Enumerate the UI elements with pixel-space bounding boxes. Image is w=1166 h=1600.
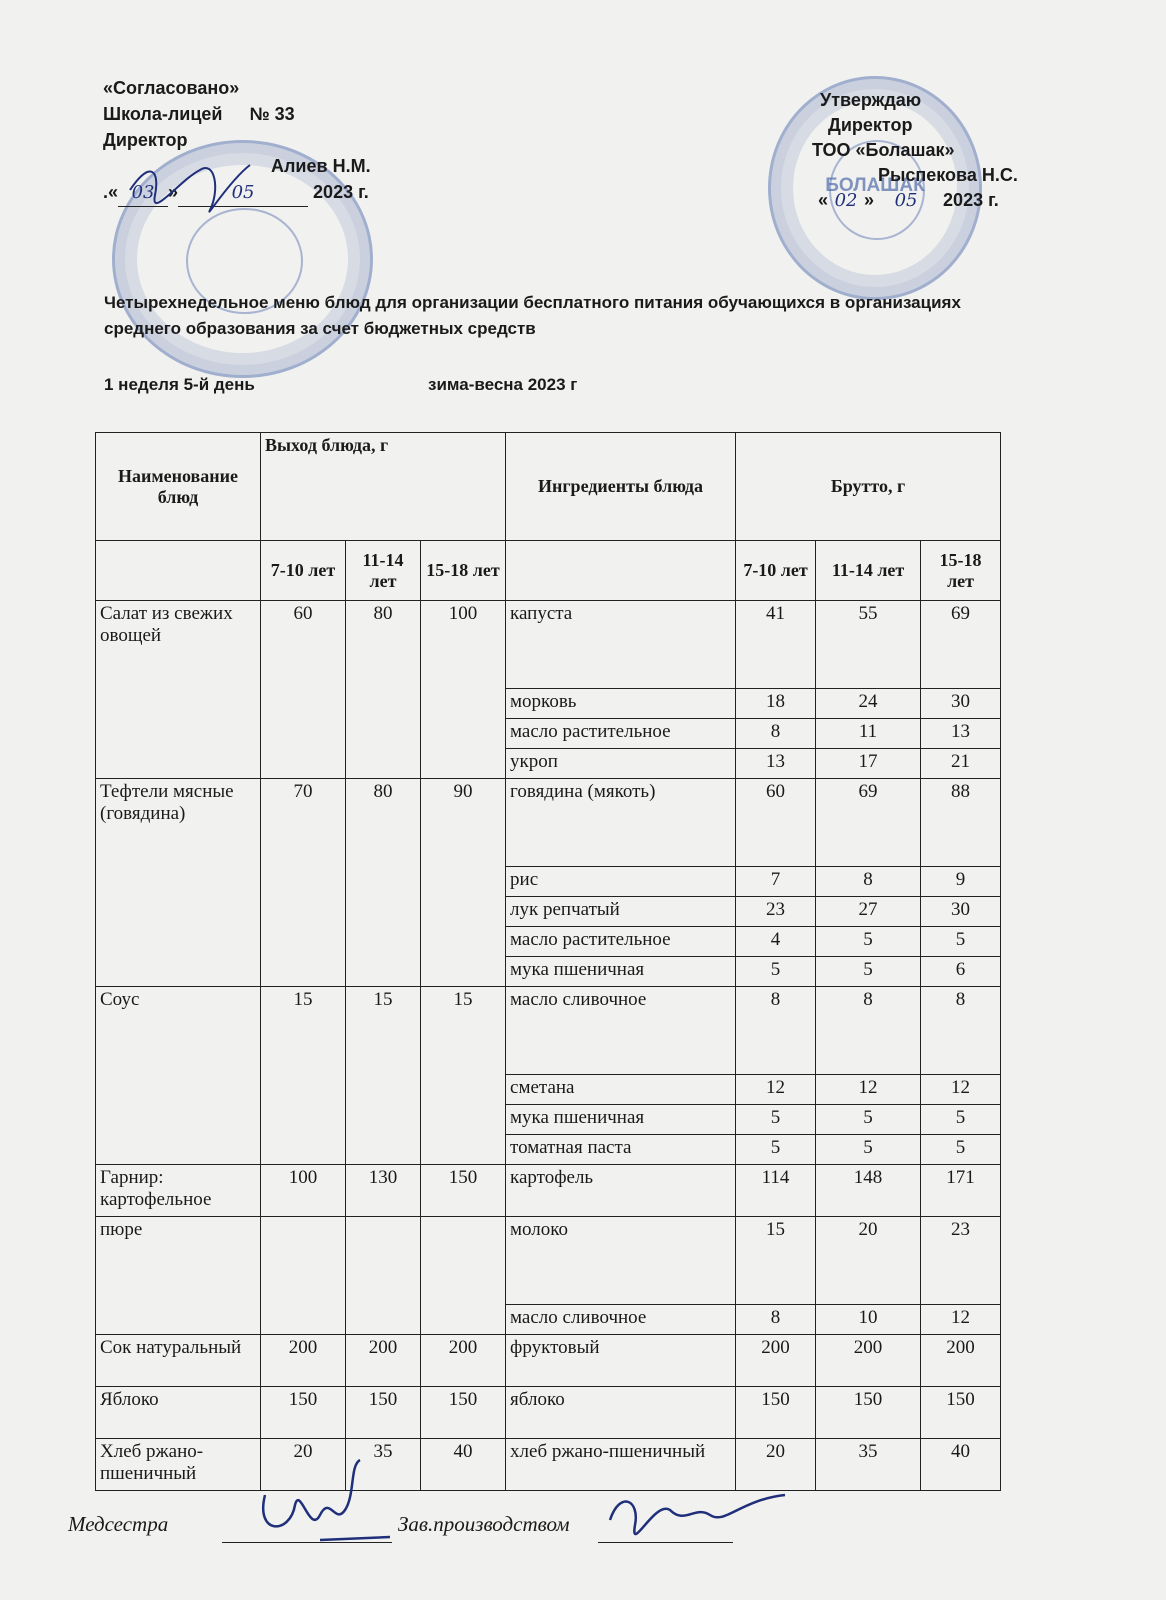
gross-weight-cell: 200 [921,1335,1001,1387]
output-age-7-10: 7-10 лет [261,541,346,601]
gross-weight-cell: 55 [816,601,921,689]
table-row [96,1217,1001,1305]
dish-output-cell [421,1217,506,1335]
gross-age-11-14: 11-14 лет [816,541,921,601]
gross-weight-cell: 12 [736,1075,816,1105]
table-row [96,1335,1001,1387]
gross-weight-cell: 5 [736,957,816,987]
gross-weight-cell: 148 [816,1165,921,1217]
gross-weight-cell: 10 [816,1305,921,1335]
gross-weight-cell: 11 [816,719,921,749]
ingredient-name-cell: яблоко [506,1387,736,1439]
dish-name-cell: Сок натуральный [96,1335,261,1387]
dish-output-cell: 150 [346,1387,421,1439]
right-stamp-text: БОЛАШАК [825,174,925,196]
gross-weight-cell: 23 [921,1217,1001,1305]
gross-weight-cell: 171 [921,1165,1001,1217]
gross-weight-cell: 21 [921,749,1001,779]
gross-weight-cell: 4 [736,927,816,957]
left-date-year: 2023 г. [313,182,369,202]
gross-weight-cell: 13 [736,749,816,779]
ingredient-name-cell: масло сливочное [506,987,736,1075]
ingredients-blank-cell [506,541,736,601]
production-head-signature [600,1480,790,1560]
dish-output-cell: 150 [421,1165,506,1217]
gross-weight-cell: 114 [736,1165,816,1217]
nurse-label: Медсестра [68,1512,169,1536]
dish-output-cell: 100 [421,601,506,779]
gross-weight-cell: 17 [816,749,921,779]
right-date-month: 05 [894,190,918,211]
gross-weight-cell: 88 [921,779,1001,867]
ingredient-name-cell: говядина (мякоть) [506,779,736,867]
gross-weight-cell: 8 [736,719,816,749]
agreed-label: «Согласовано» [103,78,240,98]
table-row [96,1439,1001,1491]
ingredient-name-cell: лук репчатый [506,897,736,927]
right-director-label: Директор [828,115,913,135]
gross-weight-cell: 27 [816,897,921,927]
production-head-label: Зав.производством [398,1512,570,1536]
ingredient-name-cell: томатная паста [506,1135,736,1165]
right-date-line: « 02 » 05 2023 г. [818,190,999,211]
gross-age-7-10: 7-10 лет [736,541,816,601]
ingredient-name-cell: мука пшеничная [506,957,736,987]
table-row [96,1387,1001,1439]
ingredient-name-cell: морковь [506,689,736,719]
dish-name-cell: Гарнир: картофельное [96,1165,261,1217]
table-row [96,1165,1001,1217]
footer-signatures [68,1512,1068,1537]
gross-weight-cell: 5 [816,1105,921,1135]
ingredient-name-cell: сметана [506,1075,736,1105]
age-blank-cell [96,541,261,601]
gross-weight-cell: 20 [816,1217,921,1305]
document-title: Четырехнедельное меню блюд для организации бесплатного питания обучающихся в организациях среднего образования за счет бюджетных средств [104,293,961,338]
dish-output-cell: 70 [261,779,346,987]
gross-weight-cell: 69 [921,601,1001,689]
gross-weight-cell: 9 [921,867,1001,897]
dish-output-cell: 80 [346,779,421,987]
school-label: Школа-лицей [103,104,223,124]
gross-weight-cell: 150 [921,1387,1001,1439]
header-gross: Брутто, г [736,433,1001,541]
gross-weight-cell: 150 [816,1387,921,1439]
menu-table [95,432,1001,1491]
ingredient-name-cell: молоко [506,1217,736,1305]
ingredient-name-cell: масло сливочное [506,1305,736,1335]
gross-weight-cell: 200 [816,1335,921,1387]
ingredient-name-cell: фруктовый [506,1335,736,1387]
gross-weight-cell: 6 [921,957,1001,987]
dish-name-cell: пюре [96,1217,261,1335]
nurse-signature [250,1455,400,1555]
dish-name-cell: Хлеб ржано-пшеничный [96,1439,261,1491]
dish-output-cell: 15 [346,987,421,1165]
dish-output-cell [261,1217,346,1335]
header-dish-name: Наименование блюд [96,433,261,541]
gross-weight-cell: 30 [921,897,1001,927]
gross-weight-cell: 8 [816,987,921,1075]
ingredient-name-cell: масло растительное [506,719,736,749]
dish-output-cell: 80 [346,601,421,779]
ingredient-name-cell: капуста [506,601,736,689]
left-date-day: 03 [118,180,168,207]
dish-output-cell: 150 [421,1387,506,1439]
dish-output-cell [346,1217,421,1335]
gross-weight-cell: 69 [816,779,921,867]
gross-weight-cell: 8 [736,987,816,1075]
gross-age-15-18: 15-18 лет [921,541,1001,601]
right-director-name-line [812,163,1018,188]
menu-table-body [96,601,1001,1491]
school-number: № 33 [249,104,295,124]
gross-weight-cell: 5 [816,927,921,957]
gross-weight-cell: 5 [736,1105,816,1135]
gross-weight-cell: 8 [816,867,921,897]
ingredient-name-cell: рис [506,867,736,897]
gross-weight-cell: 5 [816,1135,921,1165]
dish-name-cell: Соус [96,987,261,1165]
gross-weight-cell: 41 [736,601,816,689]
dish-output-cell: 60 [261,601,346,779]
left-date-line: .« 03 » 05 2023 г. [103,179,371,207]
table-row [96,601,1001,689]
gross-weight-cell: 8 [736,1305,816,1335]
gross-weight-cell: 12 [921,1305,1001,1335]
dish-output-cell: 15 [421,987,506,1165]
dish-output-cell: 200 [346,1335,421,1387]
gross-weight-cell: 5 [921,927,1001,957]
table-row [96,987,1001,1075]
director-label: Директор [103,130,188,150]
gross-weight-cell: 5 [816,957,921,987]
right-header-block [812,88,1018,213]
ingredient-name-cell: укроп [506,749,736,779]
gross-weight-cell: 18 [736,689,816,719]
dish-output-cell: 100 [261,1165,346,1217]
gross-weight-cell: 35 [816,1439,921,1491]
dish-name-cell: Салат из свежих овощей [96,601,261,779]
gross-weight-cell: 60 [736,779,816,867]
dish-name-cell: Яблоко [96,1387,261,1439]
gross-weight-cell: 5 [921,1105,1001,1135]
right-director-name: Рыспекова Н.С. [878,165,1018,185]
age-group-row [96,541,1001,601]
output-age-15-18: 15-18 лет [421,541,506,601]
director-name: Алиев Н.М. [271,156,371,176]
gross-weight-cell: 15 [736,1217,816,1305]
table-header-row [96,433,1001,541]
dish-output-cell: 90 [421,779,506,987]
gross-weight-cell: 30 [921,689,1001,719]
header-ingredients: Ингредиенты блюда [506,433,736,541]
dish-output-cell: 200 [421,1335,506,1387]
dish-output-cell: 200 [261,1335,346,1387]
dish-output-cell: 15 [261,987,346,1165]
gross-weight-cell: 40 [921,1439,1001,1491]
dish-name-cell: Тефтели мясные (говядина) [96,779,261,987]
org-name: ТОО «Болашак» [812,140,955,160]
right-date-day: 02 [834,190,858,211]
week-day-label: 1 неделя 5-й день [104,375,255,394]
gross-weight-cell: 13 [921,719,1001,749]
ingredient-name-cell: хлеб ржано-пшеничный [506,1439,736,1491]
ingredient-name-cell: масло растительное [506,927,736,957]
right-date-year: 2023 г. [943,190,999,210]
gross-weight-cell: 200 [736,1335,816,1387]
gross-weight-cell: 24 [816,689,921,719]
table-row [96,779,1001,867]
gross-weight-cell: 8 [921,987,1001,1075]
gross-weight-cell: 20 [736,1439,816,1491]
dish-output-cell: 40 [421,1439,506,1491]
ingredient-name-cell: картофель [506,1165,736,1217]
gross-weight-cell: 12 [816,1075,921,1105]
dish-output-cell: 35 [346,1439,421,1491]
approve-label: Утверждаю [820,90,922,110]
dish-output-cell: 130 [346,1165,421,1217]
header-output: Выход блюда, г [261,433,506,541]
director-signature [120,150,260,230]
gross-weight-cell: 5 [921,1135,1001,1165]
gross-weight-cell: 5 [736,1135,816,1165]
ingredient-name-cell: мука пшеничная [506,1105,736,1135]
output-age-11-14: 11-14 лет [346,541,421,601]
gross-weight-cell: 150 [736,1387,816,1439]
left-date-month: 05 [178,180,308,207]
gross-weight-cell: 23 [736,897,816,927]
gross-weight-cell: 12 [921,1075,1001,1105]
dish-output-cell: 150 [261,1387,346,1439]
school-line [103,101,371,127]
gross-weight-cell: 7 [736,867,816,897]
season-label: зима-весна 2023 г [428,375,578,394]
dish-output-cell: 20 [261,1439,346,1491]
